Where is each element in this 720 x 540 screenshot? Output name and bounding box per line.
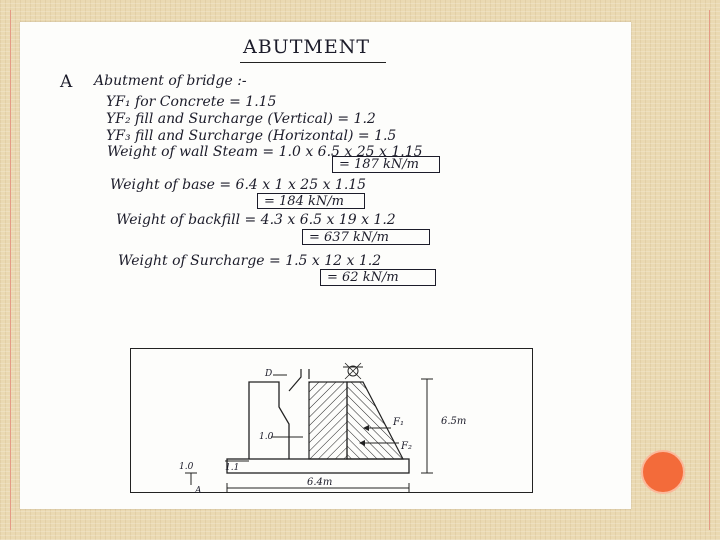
calc-result-box: = 637 kN/m <box>302 229 430 245</box>
abutment-diagram <box>131 349 534 494</box>
base-thickness-label: 1.0 <box>179 462 194 472</box>
force2-label: F₂ <box>401 441 412 452</box>
factor-line: YF₁ for Concrete = 1.15 <box>106 94 277 110</box>
bearing-seat <box>289 369 301 391</box>
calc-expression: Weight of backfill = 4.3 x 6.5 x 19 x 1.2 <box>116 212 396 228</box>
factor-line: YF₃ fill and Surcharge (Horizontal) = 1.5 <box>106 128 397 144</box>
calc-expression: Weight of Surcharge = 1.5 x 12 x 1.2 <box>118 253 382 269</box>
calc-result-box: = 187 kN/m <box>332 156 440 173</box>
stem-thickness-label: 1.0 <box>259 432 274 442</box>
section-heading: Abutment of bridge :- <box>94 73 247 89</box>
scanned-page <box>20 22 631 509</box>
height-label: 6.5m <box>441 416 467 427</box>
toe-label: 1.1 <box>225 463 240 473</box>
abutment-wall <box>249 382 289 459</box>
section-bullet: A <box>60 72 73 92</box>
calc-result-box: = 62 kN/m <box>320 269 436 286</box>
page-title: ABUTMENT <box>243 36 370 58</box>
calc-expression: Weight of base = 6.4 x 1 x 25 x 1.15 <box>110 177 367 193</box>
top-left-label: D <box>265 369 273 379</box>
hatched-stem <box>309 382 347 459</box>
right-frame-line <box>709 10 710 530</box>
factor-line: YF₂ fill and Surcharge (Vertical) = 1.2 <box>106 111 376 127</box>
calc-result-box: = 184 kN/m <box>257 193 365 209</box>
left-frame-line <box>10 10 11 530</box>
base-point-label: A <box>195 486 202 494</box>
base-slab <box>227 459 409 473</box>
surcharge-load-icon <box>343 363 363 379</box>
abutment-diagram-frame <box>130 348 533 493</box>
accent-circle-icon <box>641 450 685 494</box>
base-width-label: 6.4m <box>307 477 333 488</box>
title-underline <box>240 62 386 63</box>
force1-label: F₁ <box>393 417 404 428</box>
calc-expression: Weight of wall Steam = 1.0 x 6.5 x 25 x 1.15 <box>107 144 423 160</box>
